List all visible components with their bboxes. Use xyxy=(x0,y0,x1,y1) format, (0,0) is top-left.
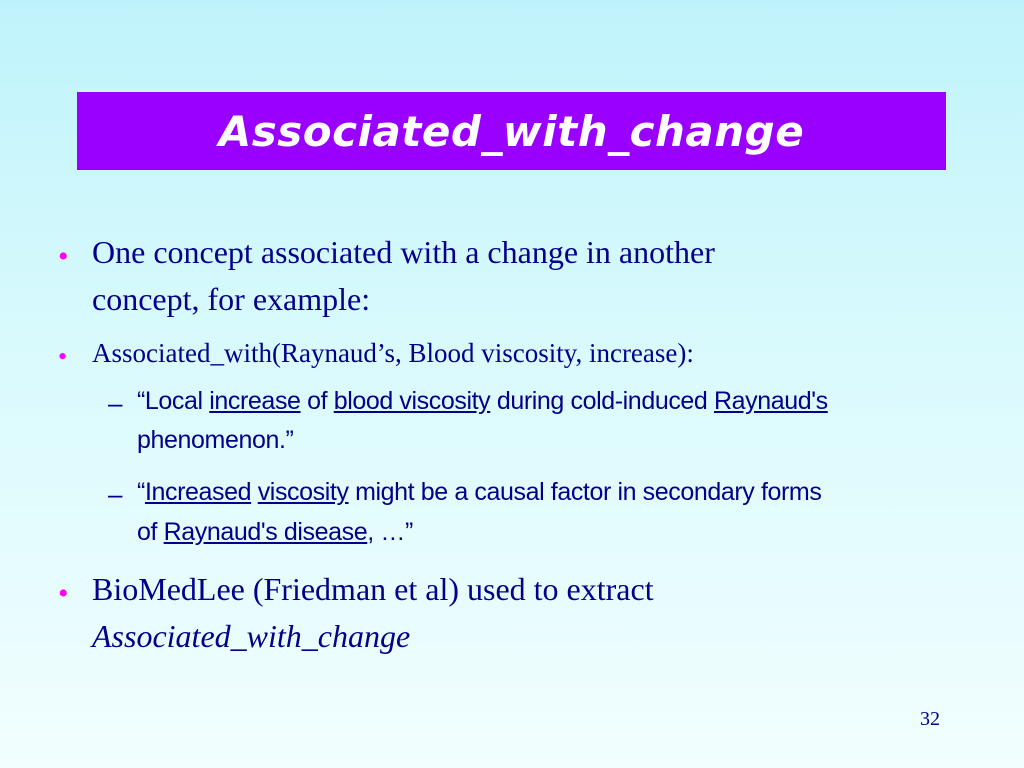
bullet-marker: • xyxy=(58,240,69,273)
sub-bullet-dash: – xyxy=(108,388,123,418)
sub-bullet-1-line-1: “Local increase of blood viscosity during cold-induced Raynaud's xyxy=(137,387,828,415)
sub-bullet-1-line-2: phenomenon.” xyxy=(137,426,294,454)
link-increase[interactable]: increase xyxy=(209,387,301,415)
bullet-marker: • xyxy=(58,342,68,371)
link-raynauds-disease[interactable]: Raynaud's disease xyxy=(163,518,368,546)
bullet-1-line-1: One concept associated with a change in another xyxy=(92,234,715,270)
sub-bullet-dash: – xyxy=(108,479,123,509)
bullet-1-line-2: concept, for example: xyxy=(92,281,371,317)
bullet-3-line-2: Associated_with_change xyxy=(92,618,411,654)
link-blood-viscosity[interactable]: blood viscosity xyxy=(333,387,491,415)
bullet-marker: • xyxy=(58,577,69,610)
sub-bullet-2-line-1: “Increased viscosity might be a causal factor in secondary forms xyxy=(137,478,822,506)
sub-bullet-2-line-2: of Raynaud's disease, …” xyxy=(137,518,413,546)
bullet-2-line-1: Associated_with(Raynaud’s, Blood viscosity, increase): xyxy=(92,338,694,368)
bullet-3-line-1: BioMedLee (Friedman et al) used to extract xyxy=(92,571,654,607)
link-raynauds[interactable]: Raynaud's xyxy=(713,387,828,415)
slide-title: Associated_with_change xyxy=(218,106,805,156)
link-increased[interactable]: Increased xyxy=(144,478,252,506)
link-viscosity[interactable]: viscosity xyxy=(257,478,349,506)
page-number: 32 xyxy=(920,708,940,730)
